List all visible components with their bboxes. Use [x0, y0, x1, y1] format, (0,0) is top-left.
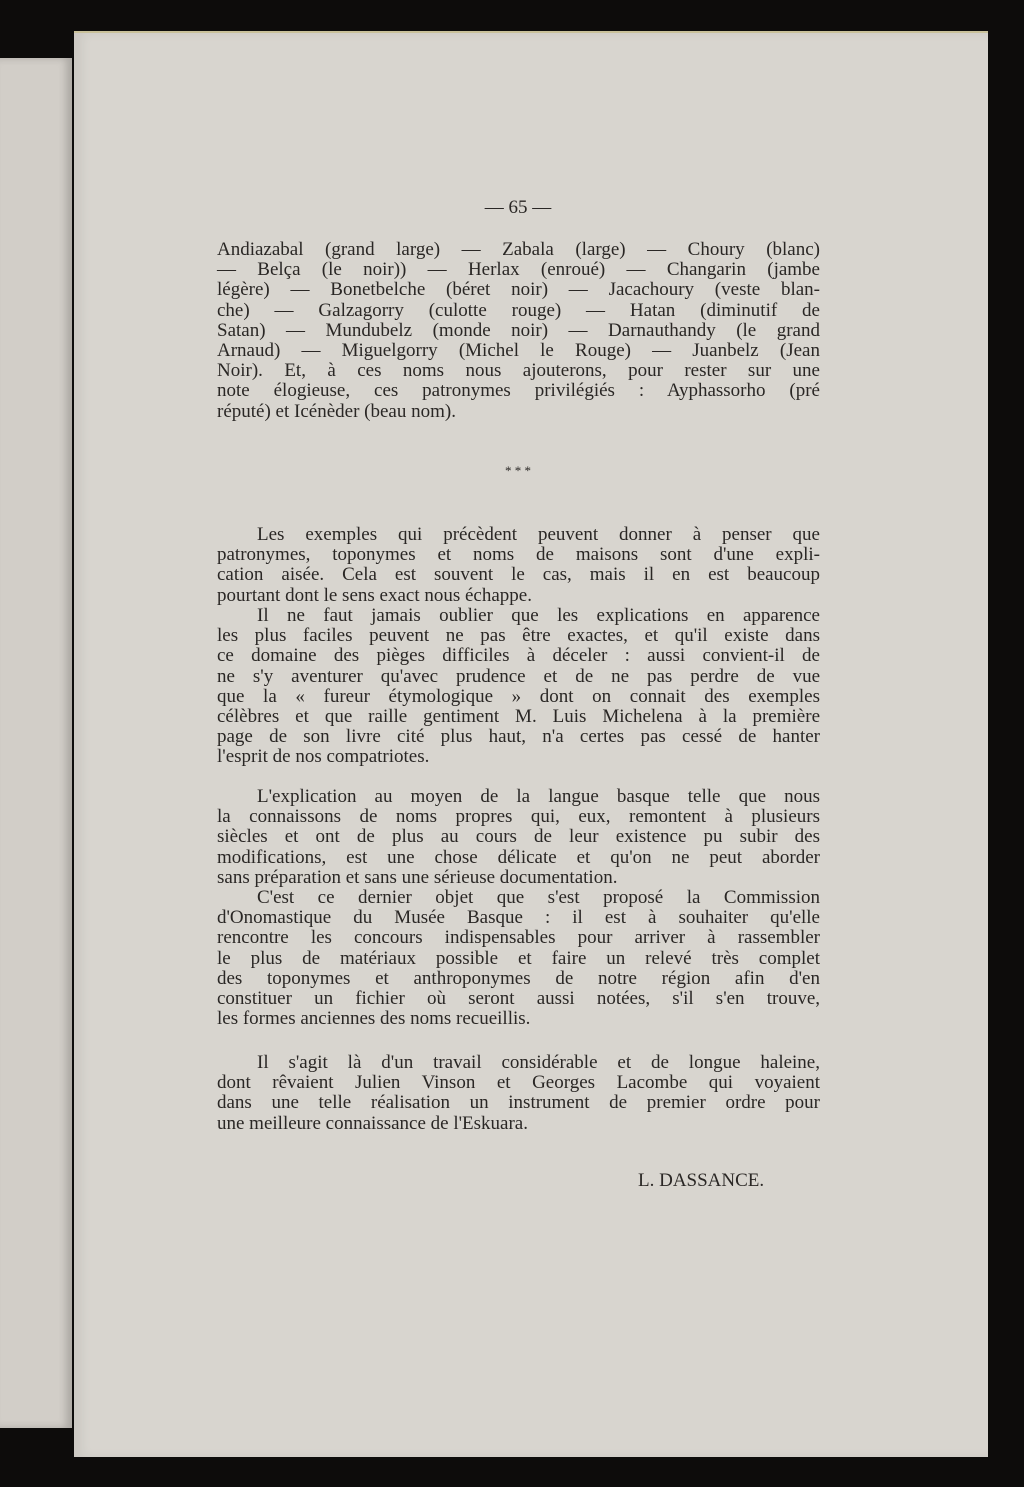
paragraph-3 [217, 787, 820, 888]
text-line: dont rêvaient Julien Vinson et Georges Lacombe qui voyaient [217, 1072, 820, 1094]
text-line: C'est ce dernier objet que s'est proposé la Commission [257, 887, 820, 908]
text-line: rencontre les concours indispensables pour arriver à rassembler [217, 927, 820, 949]
section-separator-asterism: * * * [505, 463, 531, 478]
text-line: des toponymes et anthroponymes de notre région afin d'en [217, 967, 820, 989]
names-list-paragraph [217, 240, 820, 422]
text-line: Satan) — Mundubelz (monde noir) — Darnauthandy (le grand [217, 319, 820, 341]
text-line: d'Onomastique du Musée Basque : il est à souhaiter qu'elle [217, 907, 820, 929]
text-line: les plus faciles peuvent ne pas être exactes, et qu'il existe dans [217, 625, 820, 647]
text-line: ne s'y aventurer qu'avec prudence et de ne pas perdre de vue [217, 665, 820, 687]
text-line: le plus de matériaux possible et faire un relevé très complet [217, 947, 820, 969]
text-line: une meilleure connaissance de l'Eskuara. [217, 1112, 528, 1134]
text-line: — Belça (le noir)) — Herlax (enroué) — Changarin (jambe [217, 259, 820, 281]
text-line: ce domaine des pièges difficiles à déceler : aussi convient-il de [217, 645, 820, 667]
text-line: les formes anciennes des noms recueillis. [217, 1008, 531, 1030]
text-line: que la « fureur étymologique » dont on connait des exemples [217, 685, 820, 707]
text-line: note élogieuse, ces patronymes privilégiés : Ayphassorho (pré [217, 380, 820, 402]
text-line: page de son livre cité plus haut, n'a certes pas cessé de hanter [217, 726, 820, 748]
paragraph-5 [217, 1053, 820, 1134]
text-line: dans une telle réalisation un instrument de premier ordre pour [217, 1092, 820, 1114]
text-line: la connaissons de noms propres qui, eux, remontent à plusieurs [217, 806, 820, 828]
facing-page-edge [0, 58, 72, 1428]
text-line: modifications, est une chose délicate et qu'on ne peut aborder [217, 846, 820, 868]
text-line: légère) — Bonetbelche (béret noir) — Jacachoury (veste blan- [217, 279, 820, 301]
text-line: siècles et ont de plus au cours de leur existence pu subir des [217, 826, 820, 848]
text-line: célèbres et que raille gentiment M. Luis Michelena à la première [217, 705, 820, 727]
text-line: Arnaud) — Miguelgorry (Michel le Rouge) — Juanbelz (Jean [217, 339, 820, 361]
text-line: l'esprit de nos compatriotes. [217, 746, 430, 768]
text-line: Andiazabal (grand large) — Zabala (large) — Choury (blanc) [217, 239, 820, 260]
text-line: constituer un fichier où seront aussi notées, s'il s'en trouve, [217, 987, 820, 1009]
text-line: pourtant dont le sens exact nous échappe. [217, 584, 532, 606]
paragraph-1 [217, 525, 820, 606]
text-line: che) — Galzagorry (culotte rouge) — Hatan (diminutif de [217, 299, 820, 321]
author-signature: L. DASSANCE. [638, 1170, 765, 1191]
paragraph-4 [217, 888, 820, 1029]
text-line: L'explication au moyen de la langue basque telle que nous [257, 786, 820, 807]
text-line: Il ne faut jamais oublier que les explications en apparence [257, 605, 820, 626]
page-number: — 65 — [484, 197, 552, 218]
paragraph-2 [217, 606, 820, 768]
text-line: Il s'agit là d'un travail considérable et de longue haleine, [257, 1052, 820, 1073]
text-line: cation aisée. Cela est souvent le cas, mais il en est beaucoup [217, 564, 820, 586]
text-line: Les exemples qui précèdent peuvent donner à penser que [257, 524, 820, 545]
text-line: réputé) et Icénèder (beau nom). [217, 400, 456, 422]
text-line: Noir). Et, à ces noms nous ajouterons, pour rester sur une [217, 360, 820, 382]
text-line: patronymes, toponymes et noms de maisons sont d'une expli- [217, 544, 820, 566]
text-line: sans préparation et sans une sérieuse documentation. [217, 866, 618, 888]
